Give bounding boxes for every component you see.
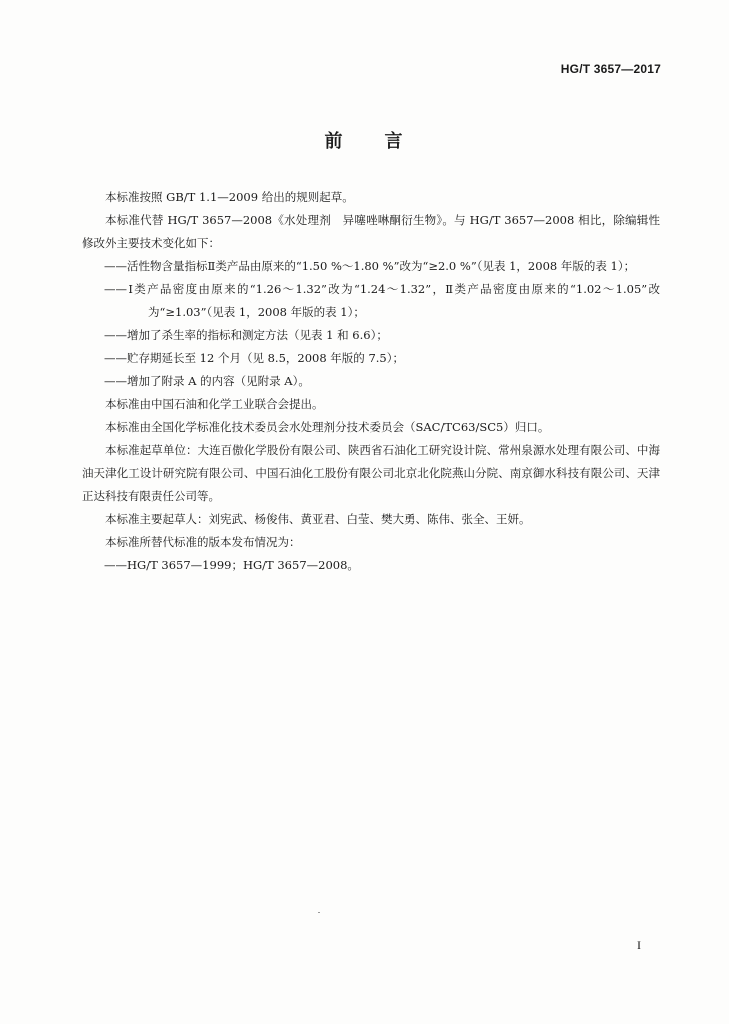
change-item-appendix: ——增加了附录 A 的内容（见附录 A）。 <box>104 374 310 388</box>
document-code: HG/T 3657—2017 <box>560 62 661 76</box>
scan-speck <box>318 912 320 913</box>
paragraph-proposed-by: 本标准由中国石油和化学工业联合会提出。 <box>105 397 324 411</box>
document-body <box>82 186 660 577</box>
previous-editions-list: ——HG/T 3657—1999；HG/T 3657—2008。 <box>104 558 359 572</box>
page-title <box>0 127 729 153</box>
change-item-kill-rate: ——增加了杀生率的指标和测定方法（见表 1 和 6.6）； <box>104 328 388 342</box>
title-char-1: 前 <box>324 131 345 152</box>
page-number: I <box>637 938 641 952</box>
paragraph-jurisdiction: 本标准由全国化学标准化技术委员会水处理剂分技术委员会（SAC/TC63/SC5）归口。 <box>105 420 550 434</box>
change-item-active-content: ——活性物含量指标Ⅱ类产品由原来的“1.50 %～1.80 %”改为“≥2.0 %”（见表 1，2008 年版的表 1）； <box>104 259 636 273</box>
paragraph-previous-editions-intro: 本标准所替代标准的版本发布情况为： <box>105 535 301 549</box>
paragraph-drafters: 本标准主要起草人：刘宪武、杨俊伟、黄亚君、白莹、樊大勇、陈伟、张全、王妍。 <box>105 512 531 526</box>
title-char-2: 言 <box>384 131 405 152</box>
paragraph-drafting-rules: 本标准按照 GB/T 1.1—2009 给出的规则起草。 <box>105 190 354 204</box>
paragraph-drafting-units: 本标准起草单位：大连百傲化学股份有限公司、陕西省石油化工研究设计院、常州泉源水处理有限公司、中海油天津化工设计研究院有限公司、中国石油化工股份有限公司北京北化院燕山分院、南京御水科技有限公司、天津正达科技有限责任公司等。 <box>82 443 660 503</box>
change-item-density: ——Ⅰ类产品密度由原来的“1.26～1.32”改为“1.24～1.32”，Ⅱ类产品密度由原来的“1.02～1.05”改为“≥1.03”（见表 1，2008 年版的表 1）； <box>104 282 660 319</box>
paragraph-replacement: 本标准代替 HG/T 3657—2008《水处理剂 异噻唑啉酮衍生物》。与 HG/T 3657—2008 相比，除编辑性修改外主要技术变化如下： <box>82 213 660 250</box>
change-item-storage: ——贮存期延长至 12 个月（见 8.5，2008 年版的 7.5）； <box>104 351 405 365</box>
